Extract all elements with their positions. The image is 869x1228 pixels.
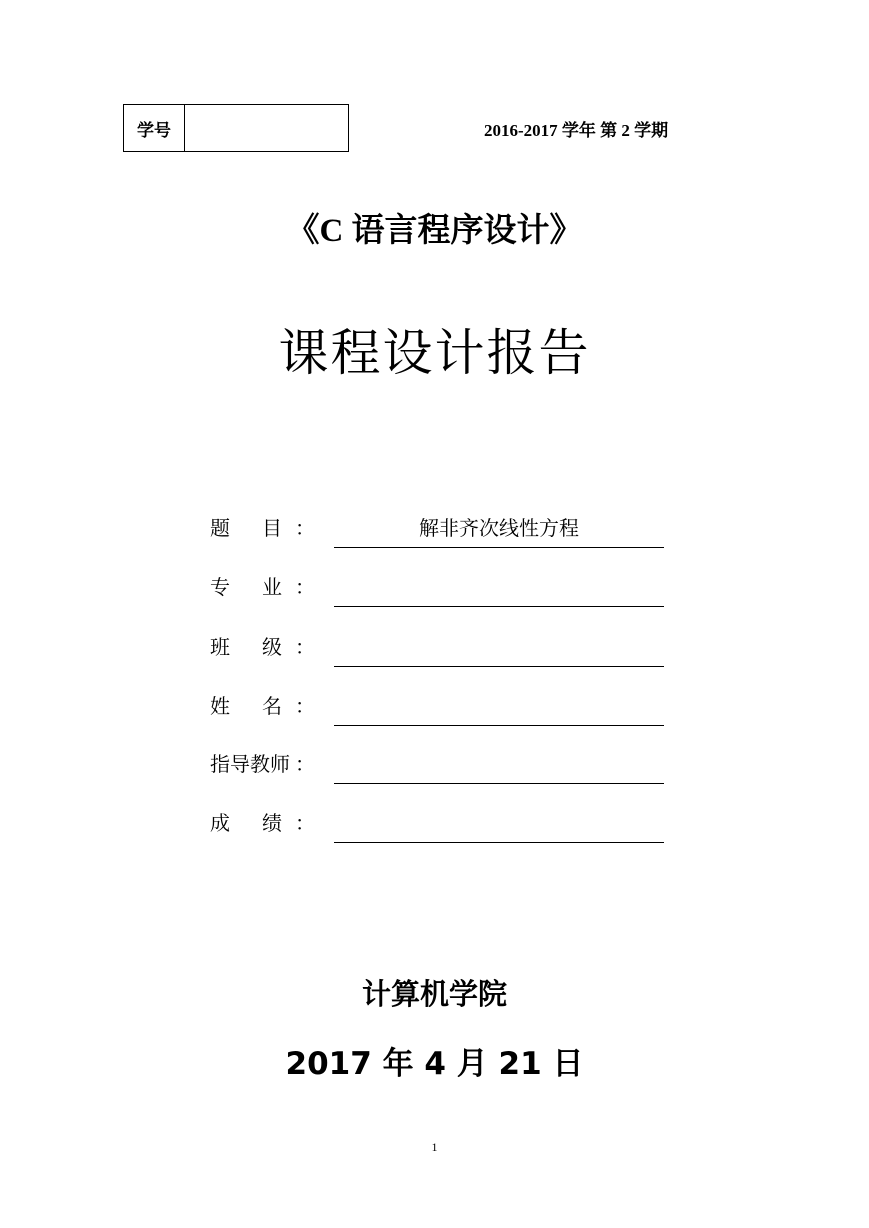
field-label-advisor <box>210 749 315 779</box>
report-date: 2017 年 4 月 21 日 <box>285 1046 584 1082</box>
field-row-advisor <box>210 749 666 783</box>
label-text: 指导教师 <box>210 752 290 776</box>
label-colon: ： <box>295 694 315 718</box>
field-row-class <box>210 632 666 666</box>
label-colon: ： <box>295 635 315 659</box>
label-char: 业 <box>262 575 282 599</box>
field-label-class <box>210 632 315 662</box>
label-char: 班 <box>210 635 230 659</box>
student-id-box <box>123 104 349 152</box>
field-row-major <box>210 572 666 606</box>
field-label-topic <box>210 513 315 543</box>
report-title: 课程设计报告 <box>278 324 591 382</box>
label-char: 名 <box>262 694 282 718</box>
topic-field: 解非齐次线性方程 <box>334 513 664 548</box>
label-colon: ： <box>295 752 315 776</box>
label-colon: ： <box>295 516 315 540</box>
label-char: 目 <box>262 516 282 540</box>
label-char: 题 <box>210 516 230 540</box>
advisor-field <box>334 749 664 784</box>
student-id-label: 学号 <box>124 105 185 151</box>
name-field <box>334 691 664 726</box>
label-colon: ： <box>295 575 315 599</box>
student-id-field <box>185 105 348 151</box>
label-colon: ： <box>295 811 315 835</box>
label-char: 成 <box>210 811 230 835</box>
college-name: 计算机学院 <box>361 977 507 1011</box>
field-row-grade <box>210 808 666 842</box>
label-char: 姓 <box>210 694 230 718</box>
page-number: 1 <box>431 1140 438 1154</box>
class-field <box>334 632 664 667</box>
label-char: 绩 <box>262 811 282 835</box>
field-label-grade <box>210 808 315 838</box>
field-row-name <box>210 691 666 725</box>
major-field <box>334 572 664 607</box>
grade-field <box>334 808 664 843</box>
label-char: 级 <box>262 635 282 659</box>
field-label-major <box>210 572 315 602</box>
course-title: 《C 语言程序设计》 <box>286 213 583 249</box>
label-char: 专 <box>210 575 230 599</box>
field-row-topic <box>210 513 666 547</box>
academic-term: 2016-2017 学年 第 2 学期 <box>484 121 669 140</box>
field-label-name <box>210 691 315 721</box>
